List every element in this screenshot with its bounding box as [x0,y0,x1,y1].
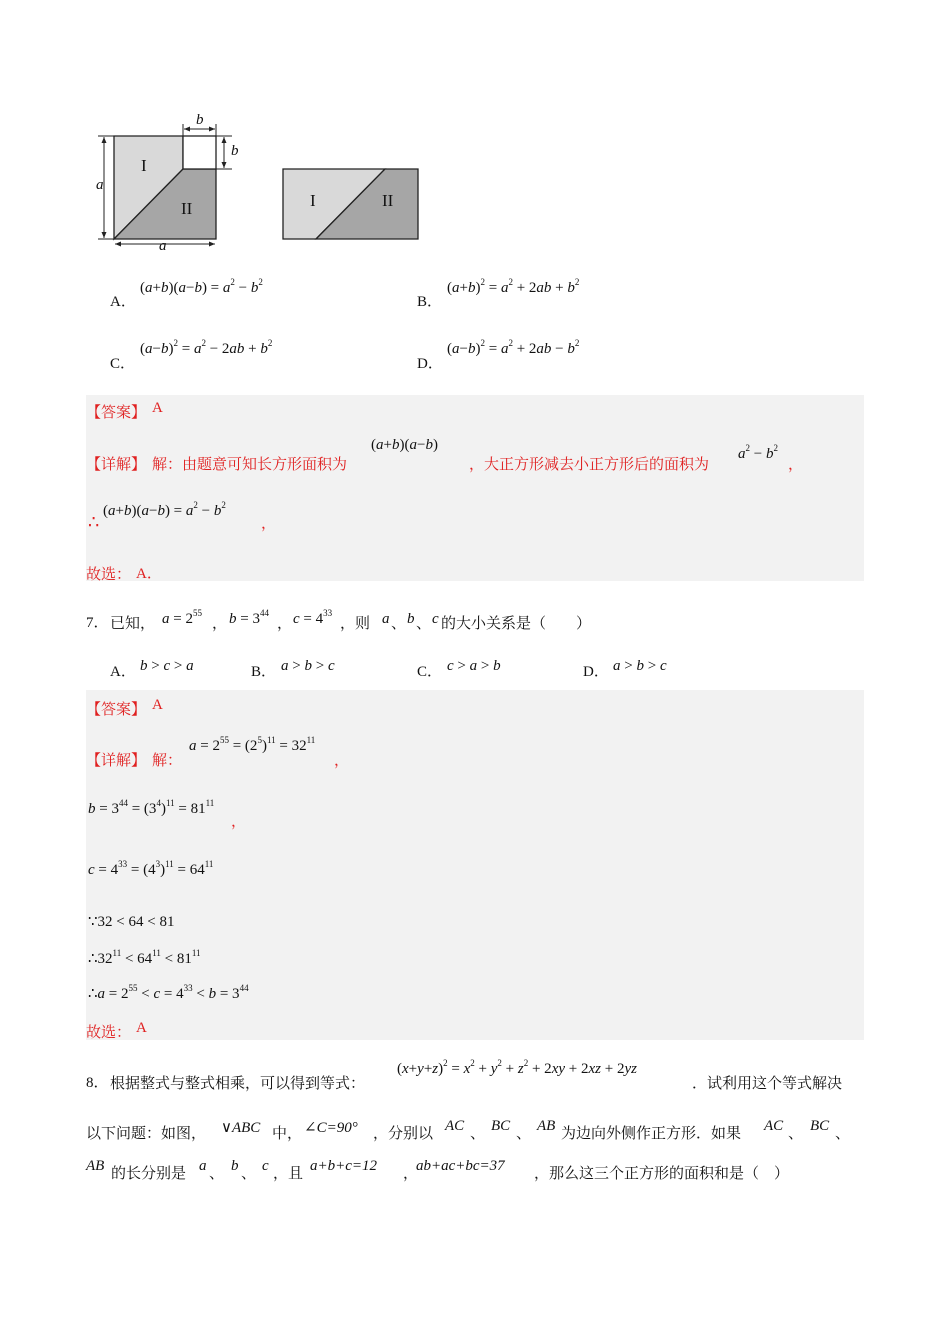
q7-cond-a: $a = 2^{55}$ [162,608,202,627]
q8-text4: 中， [272,1124,303,1142]
q8-bc2: BC [810,1118,830,1134]
q8-text5: ，分别以 [373,1124,434,1142]
q7-stem-suffix: 的大小关系是（ ） [441,614,592,632]
q7-stem-prefix: 已知， [110,614,156,632]
q7-answer-value: A [152,697,163,713]
q8-text6: 为边向外侧作正方形．如果 [561,1124,742,1142]
q6-therefore-comma: ， [261,514,277,532]
square-rectangle-figure [94,110,434,260]
q7-option-a-expr: b > c > a [140,658,194,674]
q7-conclusion-value: A [136,1020,147,1036]
q6-detail-expr2: $a^2 - b^2$ [738,443,778,462]
q8-triangle: ∨ABC [221,1120,261,1136]
q7-option-d-label: D． [583,664,609,680]
q7-number: 7． [86,615,109,631]
q8-identity: $(x+y+z)^2 = x^2 + y^2 + z^2 + 2xy + 2xz + 2yz$ [397,1058,637,1077]
q7-var-b: b [407,611,415,627]
q8-vc: c [262,1158,269,1174]
q6-option-d-label: D． [417,356,443,372]
q6-option-b-expr: $(a+b)^2 = a^2 + 2ab + b^2$ [447,277,580,296]
q8-va: a [199,1158,207,1174]
q6-detail-text1: 解：由题意可知长方形面积为 [152,455,348,473]
q7-option-b-expr: a > b > c [281,658,335,674]
q8-ac2: AC [764,1118,784,1134]
label-region-two: II [181,199,193,218]
label-a-bottom: a [159,238,167,254]
q8-prod: ab+ac+bc=37 [416,1158,505,1174]
q7-cond-b: $b = 3^{44}$ [229,608,269,627]
q6-detail-expr1: (a+b)(a−b) [371,437,438,453]
q6-answer-value: A [152,400,163,416]
q7-dun2: 、 [416,614,432,632]
q6-therefore-symbol: ∴ [88,512,100,533]
q7-line1: $a = 2^{55} = (2^5)^{11} = 32^{11}$ [189,735,316,754]
q7-cond-c: $c = 4^{33}$ [293,608,333,627]
label-a-left: a [96,177,104,193]
q7-option-a-label: A． [110,664,136,680]
q8-d4: 、 [835,1124,851,1142]
q8-d3: 、 [788,1124,804,1142]
q8-angle: ∠C=90° [304,1120,358,1136]
q8-vb: b [231,1158,239,1174]
q8-sum: a+b+c=12 [310,1158,378,1174]
q8-ab2: AB [86,1158,105,1174]
q7-conclusion-label: 故选： [86,1023,132,1041]
q8-bc: BC [491,1118,511,1134]
q7-detail-tag: 【详解】 [86,751,147,769]
q7-dun1: 、 [391,614,407,632]
q6-therefore-expr: $(a+b)(a-b) = a^2 - b^2$ [103,500,226,519]
q7-line6: ∴a = $2^{55} < c = 4^{33} < b = 3^{44}$ [88,983,249,1002]
q8-text8: ，且 [273,1164,304,1182]
q8-d2: 、 [516,1124,532,1142]
q8-text7: 的长分别是 [111,1164,187,1182]
q8-text9: ， [403,1164,419,1182]
q7-option-d-expr: a > b > c [613,658,667,674]
q8-ac: AC [445,1118,465,1134]
q7-var-a: a [382,611,390,627]
q6-detail-comma: ， [788,455,804,473]
q6-option-b-label: B． [417,294,443,310]
label-rect-region-one: I [310,191,316,210]
q7-line2: $b = 3^{44} = (3^4)^{11} = 81^{11}$ [88,798,215,817]
q8-text10: ，那么这三个正方形的面积和是（ ） [534,1164,790,1182]
q7-option-b-label: B． [251,664,277,680]
q7-line4: ∵32 < 64 < 81 [88,914,175,930]
q7-line1-comma: ， [334,751,350,769]
q7-option-c-label: C． [417,664,443,680]
label-region-one: I [141,156,147,175]
q6-option-a-label: A． [110,294,136,310]
q8-d6: 、 [241,1164,257,1182]
q6-answer-tag: 【答案】 [86,403,147,421]
q7-line3: $c = 4^{33} = (4^3)^{11} = 64^{11}$ [88,859,214,878]
q8-d1: 、 [470,1124,486,1142]
q6-option-d-expr: $(a-b)^2 = a^2 + 2ab - b^2$ [447,338,580,357]
q6-option-a-expr: $(a+b)(a-b) = a^2 - b^2$ [140,277,263,296]
q8-text3: 以下问题：如图， [86,1124,207,1142]
label-rect-region-two: II [382,191,394,210]
q6-answer-box [86,395,864,581]
q7-line5: $\therefore 32^{11} < 64^{11} < 81^{11}$ [88,948,201,967]
small-square [183,136,216,169]
q6-option-c-expr: $(a-b)^2 = a^2 - 2ab + b^2$ [140,338,273,357]
q8-text1: 根据整式与整式相乘，可以得到等式： [110,1074,366,1092]
q7-stem-mid: ，则 [340,614,371,632]
q7-sep2: ， [277,614,293,632]
label-b-top: b [196,112,204,128]
q7-var-c: c [432,611,439,627]
q8-text2: ．试利用这个等式解决 [692,1074,843,1092]
q6-conclusion-value: A． [136,566,162,582]
q8-d5: 、 [209,1164,225,1182]
q6-conclusion-label: 故选： [86,565,132,583]
q6-detail-tag: 【详解】 [86,455,147,473]
q7-detail-text: 解： [152,751,183,769]
q8-ab: AB [537,1118,556,1134]
label-b-right: b [231,143,239,159]
q8-number: 8． [86,1075,109,1091]
q6-option-c-label: C． [110,356,136,372]
q7-option-c-expr: c > a > b [447,658,501,674]
q7-line2-comma: ， [231,812,247,830]
q7-answer-tag: 【答案】 [86,700,147,718]
q6-detail-text2: ，大正方形减去小正方形后的面积为 [469,455,710,473]
q7-sep1: ， [212,614,228,632]
